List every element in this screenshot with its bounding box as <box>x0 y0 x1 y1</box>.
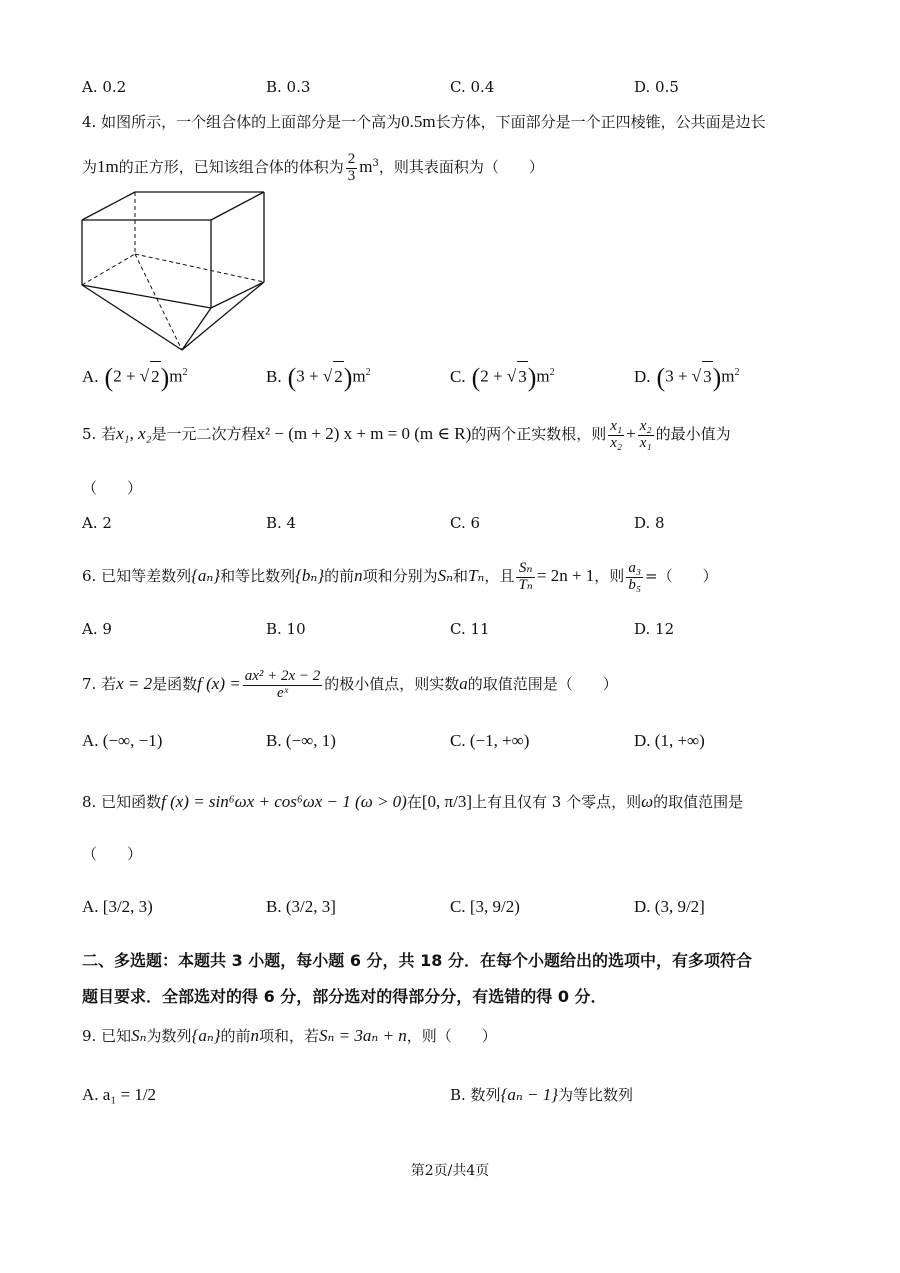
q3-options <box>82 72 822 102</box>
q4-option-b[interactable]: B. (3 + √ $2)m^2$ <box>266 358 371 392</box>
q4-line2: 为1m的正方形，已知该组合体的体积为 $\frac{2}{3}$ $m^3$，则其表面积为（ ） <box>82 150 544 184</box>
q6-option-b[interactable]: B. 10 <box>266 620 306 638</box>
q3-option-a[interactable]: A. 0.2 <box>82 78 127 96</box>
q7-option-d[interactable]: D. (1, +∞) <box>634 731 705 750</box>
q3-option-d[interactable]: D. 0.5 <box>634 78 679 96</box>
q5-options <box>82 508 822 538</box>
q8-function: f (x) = sin⁶ωx + cos⁶ωx − 1 (ω > 0) <box>161 792 407 811</box>
q7-function-fraction: $\frac{\text{ax² + 2x − 2}}{\text{eˣ}}$ <box>244 667 321 701</box>
q6-options <box>82 614 822 644</box>
q5-line1: 5. 若x₁, x₂是一元二次方程x² − (m + 2) x + m = 0 (m ∈ R)的两个正实数根，则 $\frac{\text{x₁}}{\text{x₂}}$ + $\frac{\text{x₂}}{\text{x₁}}$ 的最小值为 <box>82 417 731 451</box>
q5-fraction-2: $\frac{\text{x₂}}{\text{x₁}}$ <box>639 417 652 451</box>
q6-option-a[interactable]: A. 9 <box>82 620 112 638</box>
q5-equation: x² − (m + 2) x + m = 0 (m ∈ R) <box>256 424 472 443</box>
q4-number: 4. <box>82 113 97 131</box>
q5-option-a[interactable]: A. 2 <box>82 514 112 532</box>
section2-heading-line2: 题目要求．全部选对的得 6 分，部分选对的得部分分，有选错的得 0 分． <box>82 987 607 1006</box>
q4-option-d[interactable]: D. (3 + √ $3)m^2$ <box>634 358 740 392</box>
q8-line: 8. 已知函数f (x) = sin⁶ωx + cos⁶ωx − 1 (ω > 0)在[0, π/3]上有且仅有 3 个零点，则ω的取值范围是 <box>82 792 744 811</box>
q5-option-c[interactable]: C. 6 <box>450 514 481 532</box>
q6-line: 6. 已知等差数列{aₙ}和等比数列{bₙ}的前n项和分别为Sₙ和Tₙ，且 $\frac{\text{Sₙ}}{\text{Tₙ}}$ = 2n + 1，则 $\frac{\text{a₃}}{\text{b₅}}$ =（ ） <box>82 559 718 593</box>
section2-heading-line1: 二、多选题：本题共 3 小题，每小题 6 分，共 18 分．在每个小题给出的选项中，有多项符合 <box>82 951 752 970</box>
q5-paren: （ ） <box>82 479 143 497</box>
q5-number: 5. <box>82 425 97 443</box>
q8-option-d[interactable]: D. (3, 9/2] <box>634 897 705 916</box>
q4-line1: 4. 如图所示，一个组合体的上面部分是一个高为0.5m长方体，下面部分是一个正四棱锥，公共面是边长 <box>82 112 766 131</box>
q7-option-b[interactable]: B. (−∞, 1) <box>266 731 336 750</box>
q8-option-c[interactable]: C. [3, 9/2) <box>450 897 520 916</box>
q7-option-c[interactable]: C. (−1, +∞) <box>450 731 530 750</box>
q8-option-a[interactable]: A. [3/2, 3) <box>82 897 153 916</box>
q9-options <box>82 1080 822 1110</box>
q4-volume-fraction: $\frac{2}{3}$ <box>347 150 356 184</box>
q8-options <box>82 892 822 922</box>
q6-ratio-fraction: $\frac{\text{Sₙ}}{\text{Tₙ}}$ <box>518 559 533 593</box>
q8-number: 8. <box>82 793 97 811</box>
q4-options <box>82 358 822 390</box>
q8-option-b[interactable]: B. (3/2, 3] <box>266 897 336 916</box>
q7-number: 7. <box>82 675 97 693</box>
q7-options <box>82 726 822 756</box>
q5-option-d[interactable]: D. 8 <box>634 514 665 532</box>
q4-option-c[interactable]: C. (2 + √ $3)m^2$ <box>450 358 555 392</box>
q7-line: 7. 若x = 2是函数f (x) = $\frac{\text{ax² + 2x − 2}}{\text{eˣ}}$ 的极小值点，则实数a的取值范围是（ ） <box>82 667 618 701</box>
q8-interval: [0, π/3] <box>421 792 472 811</box>
q9-number: 9. <box>82 1027 97 1045</box>
q4-solid-figure <box>78 190 268 356</box>
q8-paren: （ ） <box>82 845 143 863</box>
q6-target-fraction: $\frac{\text{a₃}}{\text{b₅}}$ <box>628 559 642 593</box>
q6-option-c[interactable]: C. 11 <box>450 620 490 638</box>
page-number: 第2页/共4页 <box>410 1163 490 1179</box>
q7-option-a[interactable]: A. (−∞, −1) <box>82 731 163 750</box>
q3-option-c[interactable]: C. 0.4 <box>450 78 495 96</box>
q9-line: 9. 已知Sₙ为数列{aₙ}的前n项和，若Sₙ = 3aₙ + n，则（ ） <box>82 1026 497 1045</box>
q3-option-b[interactable]: B. 0.3 <box>266 78 311 96</box>
q5-fraction-1: $\frac{\text{x₁}}{\text{x₂}}$ <box>610 417 623 451</box>
q4-option-a[interactable]: A. (2 + √ $2)m^2$ <box>82 358 188 392</box>
q9-option-a[interactable]: A. a₁ = 1/2 <box>82 1085 157 1104</box>
q9-option-b[interactable]: B. 数列{aₙ − 1}为等比数列 <box>450 1085 634 1104</box>
q6-option-d[interactable]: D. 12 <box>634 620 675 638</box>
q6-number: 6. <box>82 567 97 585</box>
q5-option-b[interactable]: B. 4 <box>266 514 297 532</box>
